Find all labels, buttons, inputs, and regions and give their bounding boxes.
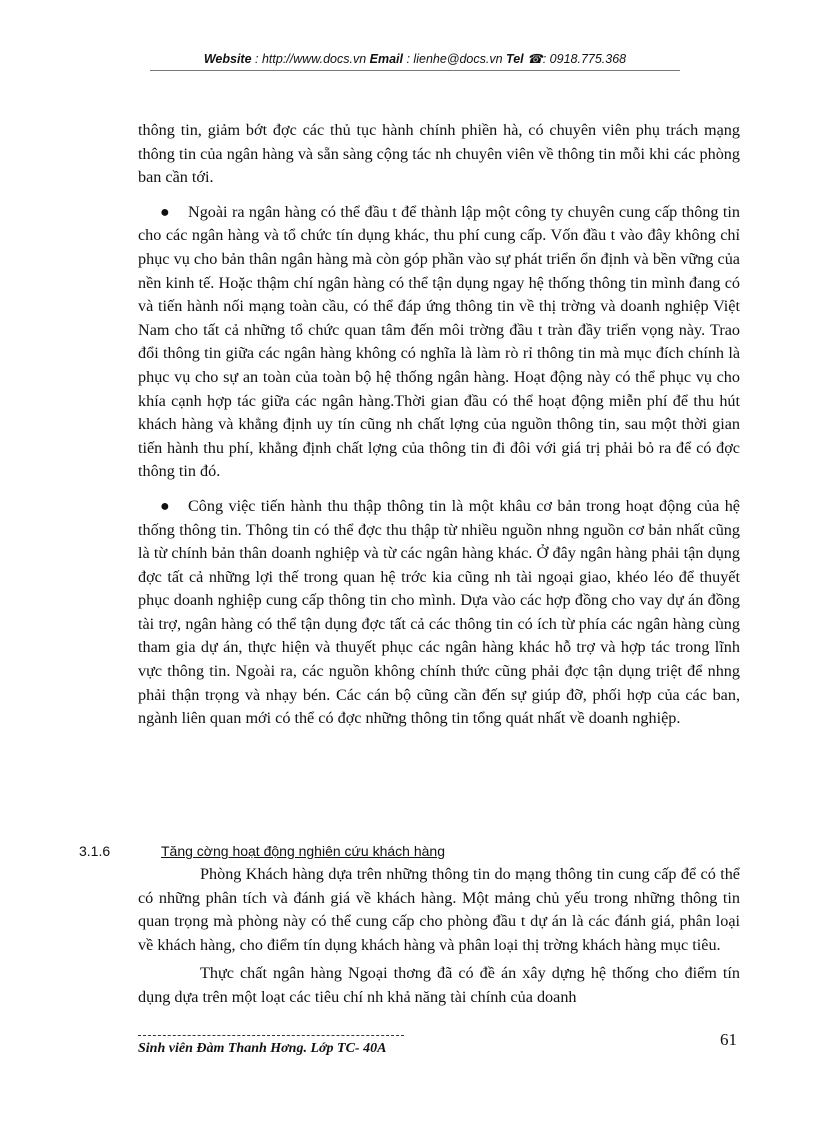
email-value[interactable]: : lienhe@docs.vn bbox=[403, 52, 507, 66]
bullet-paragraph-2 bbox=[138, 495, 740, 731]
website-label: Website bbox=[203, 52, 252, 66]
footer-author: Sinh viên Đàm Thanh Hơng. Lớp TC- 40A bbox=[138, 1041, 387, 1056]
email-label: Email bbox=[369, 52, 404, 66]
website-value[interactable]: : http://www.docs.vn bbox=[251, 52, 370, 66]
footer-divider bbox=[138, 1035, 404, 1036]
page-number: 61 bbox=[720, 1030, 737, 1049]
tel-value: : 0918.775.368 bbox=[542, 52, 627, 66]
page-header bbox=[150, 48, 680, 71]
telephone-icon: ☎ bbox=[527, 52, 543, 66]
body-text bbox=[138, 119, 740, 731]
section-title: Tăng cờng hoạt động nghiên cứu khách hàng bbox=[161, 843, 445, 859]
bullet-paragraph-1-text: Ngoài ra ngân hàng có thể đầu t để thành lập một công ty chuyên cung cấp thông tin cho các ngân hàng và tổ chức tín dụng khác, thu phí cung cấp. Vốn đầu t vào đây không chỉ phục vụ cho bản thân ngân hàng mà còn góp phần vào sự phát triển ổn định và bền vững của nền kinh tế. Hoặc thậm chí ngân hàng có thể tận dụng ngay hệ thống thông tin mình đang có và tiến hành nối mạng toàn cầu, có thể đáp ứng thông tin về thị trờng và doanh nghiệp Việt Nam cho tất cả những tổ chức quan tâm đến môi trờng đầu t tràn đầy triển vọng này. Trao đổi thông tin giữa các ngân hàng không có nghĩa là làm rò rỉ thông tin mà mục đích chính là phục vụ cho sự an toàn của toàn bộ hệ thống ngân hàng. Hoạt động này có thể phục vụ cho khía cạnh hợp tác giữa các ngân hàng.Thời gian đầu có thể hoạt động miễn phí để thu hút khách hàng và khẳng định uy tín cũng nh chất lợng của nguồn thông tin, sau một thời gian tiến hành thu phí, khẳng định chất lợng của thông tin đi đôi với giá trị phải bỏ ra để có đợc thông tin đó. bbox=[138, 202, 740, 481]
bullet-paragraph-1 bbox=[138, 201, 740, 484]
section-paragraph-1: Phòng Khách hàng dựa trên những thông tin do mạng thông tin cung cấp để có thể có những phân tích và đánh giá về khách hàng. Một mảng chủ yếu trong những thông tin quan trọng mà phòng này có thể cung cấp cho phòng đầu t dự án là các đánh giá, phân loại về khách hàng, cho điểm tín dụng khách hàng và phân loại thị trờng khách hàng mục tiêu. bbox=[138, 865, 740, 954]
paragraph-continuation: thông tin, giảm bớt đợc các thủ tục hành chính phiền hà, có chuyên viên phụ trách mạng thông tin của ngân hàng và sẵn sàng cộng tác nh chuyên viên về thông tin mỗi khi các phòng ban cần tới. bbox=[138, 121, 740, 187]
bullet-icon: ● bbox=[160, 203, 170, 221]
bullet-icon: ● bbox=[160, 497, 170, 515]
section-number: 3.1.6 bbox=[79, 843, 111, 859]
tel-label: Tel bbox=[506, 52, 524, 66]
bullet-paragraph-2-text: Công việc tiến hành thu thập thông tin là một khâu cơ bản trong hoạt động của hệ thống thông tin. Thông tin có thể đợc thu thập từ nhiều nguồn nhng nguồn cơ bản nhất cũng là từ chính bản thân doanh nghiệp và từ các ngân hàng khác. Ở đây ngân hàng phải tận dụng đợc tất cả những lợi thế trong quan hệ trớc kia cũng nh tài ngoại giao, khéo léo để thuyết phục doanh nghiệp cung cấp thông tin cho mình. Dựa vào các hợp đồng cho vay dự án đồng tài trợ, ngân hàng có thể tận dụng đợc tất cả các thông tin có ích từ phía các ngân hàng cùng tham gia dự án, thực hiện và thuyết phục các ngân hàng khác hỗ trợ và hợp tác trong lĩnh vực thông tin. Ngoài ra, các nguồn không chính thức cũng phải đợc tận dụng triệt để nhng phải thận trọng và nhạy bén. Các cán bộ cũng cần đến sự giúp đỡ, phối hợp của các ban, ngành liên quan mới có thể có đợc những thông tin tổng quát nhất về doanh nghiệp. bbox=[138, 496, 740, 728]
section-paragraph-2: Thực chất ngân hàng Ngoại thơng đã có đề án xây dựng hệ thống cho điểm tín dụng dựa trên một loạt các tiêu chí nh khả năng tài chính của doanh bbox=[138, 964, 740, 1006]
section-heading bbox=[79, 841, 739, 863]
section-body bbox=[138, 863, 740, 1010]
